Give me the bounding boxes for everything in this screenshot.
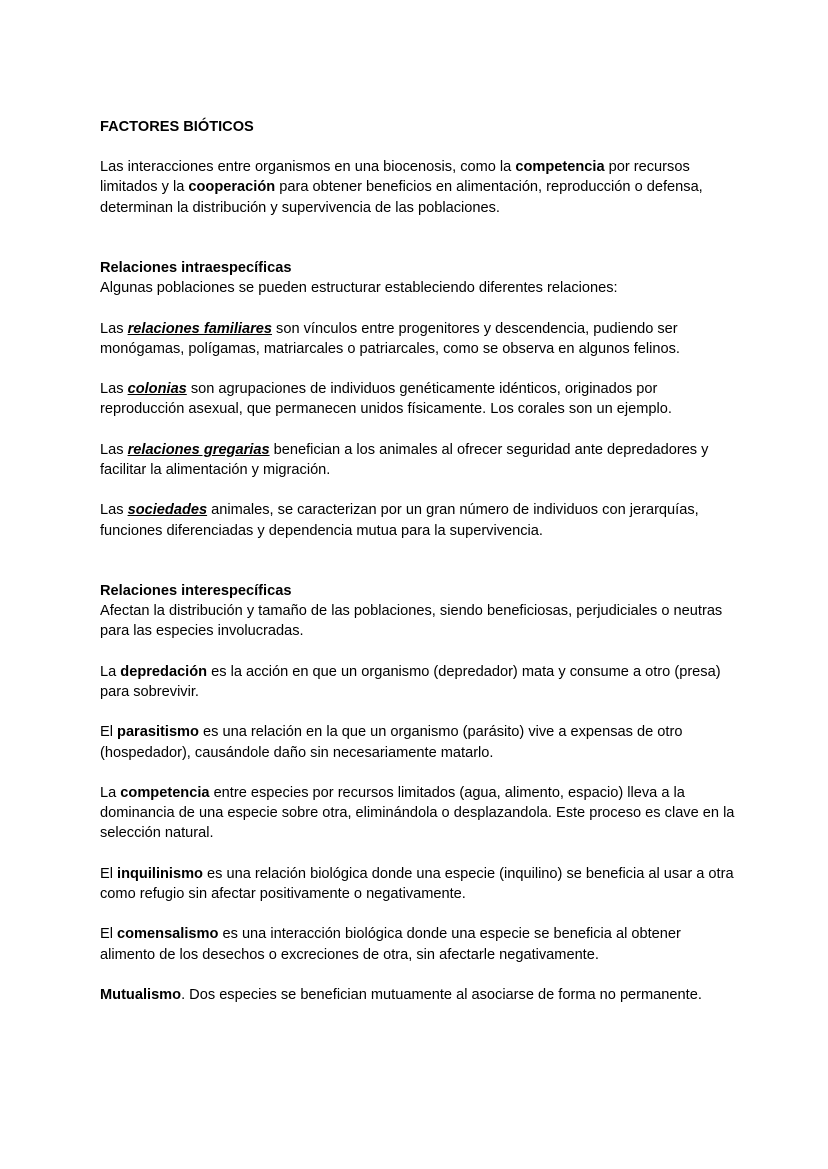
- item-term: depredación: [120, 663, 208, 680]
- intra-section-intro: [100, 258, 740, 298]
- item-text: animales, se caracterizan por un gran número de individuos con jerarquías, funciones diferenciadas y dependencia mutua para la supervivencia.: [100, 502, 699, 539]
- section-spacer: [100, 238, 740, 258]
- item-term: colonias: [127, 381, 187, 398]
- page-title: FACTORES BIÓTICOS: [100, 119, 254, 135]
- intro-paragraph: [100, 157, 740, 218]
- item-term: competencia: [120, 784, 210, 801]
- item-text: son agrupaciones de individuos genéticamente idénticos, originados por reproducción asexual, que permanecen unidos físicamente. Los corales son un ejemplo.: [100, 381, 672, 418]
- intra-item-colonias: [100, 379, 740, 419]
- intra-item-familiares: [100, 319, 740, 359]
- item-term: parasitismo: [117, 724, 199, 741]
- item-text: son vínculos entre progenitores y descendencia, pudiendo ser monógamas, polígamas, matriarcales o patriarcales, como se observa en algunos felinos.: [100, 320, 680, 357]
- item-prefix: El: [100, 926, 118, 943]
- item-term: relaciones familiares: [127, 320, 272, 337]
- inter-item-parasitismo: [100, 722, 740, 762]
- inter-heading: Relaciones interespecíficas: [100, 582, 292, 599]
- intro-text-3: para obtener beneficios en alimentación, reproducción o defensa, determinan la distribución y supervivencia de las poblaciones.: [100, 179, 703, 216]
- item-text: es una interacción biológica donde una especie se beneficia al obtener alimento de los desechos o excreciones de otra, sin afectarle negativamente.: [100, 926, 681, 963]
- document-page: [100, 117, 740, 1025]
- item-prefix: La: [100, 663, 121, 680]
- inter-lead: Afectan la distribución y tamaño de las poblaciones, siendo beneficiosas, perjudiciales o neutras para las especies involucradas.: [100, 603, 723, 640]
- intra-item-sociedades: [100, 500, 740, 540]
- intro-text-1: Las interacciones entre organismos en una biocenosis, como la: [100, 159, 516, 176]
- section-spacer: [100, 561, 740, 581]
- item-text: . Dos especies se benefician mutuamente al asociarse de forma no permanente.: [181, 986, 702, 1003]
- intra-item-gregarias: [100, 440, 740, 480]
- item-term: relaciones gregarias: [127, 441, 270, 458]
- inter-item-comensalismo: [100, 924, 740, 964]
- intro-term-competencia: competencia: [515, 159, 605, 176]
- inter-item-mutualismo: [100, 985, 740, 1005]
- item-prefix: Las: [100, 441, 128, 458]
- item-term: inquilinismo: [117, 865, 203, 882]
- intro-text-2: por recursos limitados y la: [100, 159, 690, 196]
- item-term: sociedades: [127, 502, 208, 519]
- intra-heading: Relaciones intraespecíficas: [100, 260, 292, 276]
- item-term: Mutualismo: [100, 986, 182, 1003]
- intro-term-cooperacion: cooperación: [188, 179, 276, 196]
- item-text: entre especies por recursos limitados (agua, alimento, espacio) lleva a la dominancia de una especie sobre otra, eliminándola o desplazandola. Este proceso es clave en la selección natural.: [100, 784, 735, 842]
- item-prefix: Las: [100, 320, 128, 337]
- inter-section-intro: [100, 581, 740, 642]
- intra-lead: Algunas poblaciones se pueden estructurar estableciendo diferentes relaciones:: [100, 280, 618, 297]
- item-prefix: La: [100, 784, 121, 801]
- inter-item-depredacion: [100, 662, 740, 702]
- inter-item-inquilinismo: [100, 864, 740, 904]
- item-text: es una relación biológica donde una especie (inquilino) se beneficia al usar a otra como refugio sin afectar positivamente o negativamente.: [100, 865, 734, 902]
- item-text: es la acción en que un organismo (depredador) mata y consume a otro (presa) para sobrevivir.: [100, 663, 721, 700]
- item-text: es una relación en la que un organismo (parásito) vive a expensas de otro (hospedador), causándole daño sin necesariamente matarlo.: [100, 724, 683, 761]
- item-prefix: Las: [100, 502, 128, 519]
- item-term: comensalismo: [117, 926, 219, 943]
- inter-item-competencia: [100, 783, 740, 844]
- item-prefix: Las: [100, 381, 128, 398]
- item-prefix: El: [100, 724, 118, 741]
- item-prefix: El: [100, 865, 118, 882]
- item-text: benefician a los animales al ofrecer seguridad ante depredadores y facilitar la alimentación y migración.: [100, 441, 709, 478]
